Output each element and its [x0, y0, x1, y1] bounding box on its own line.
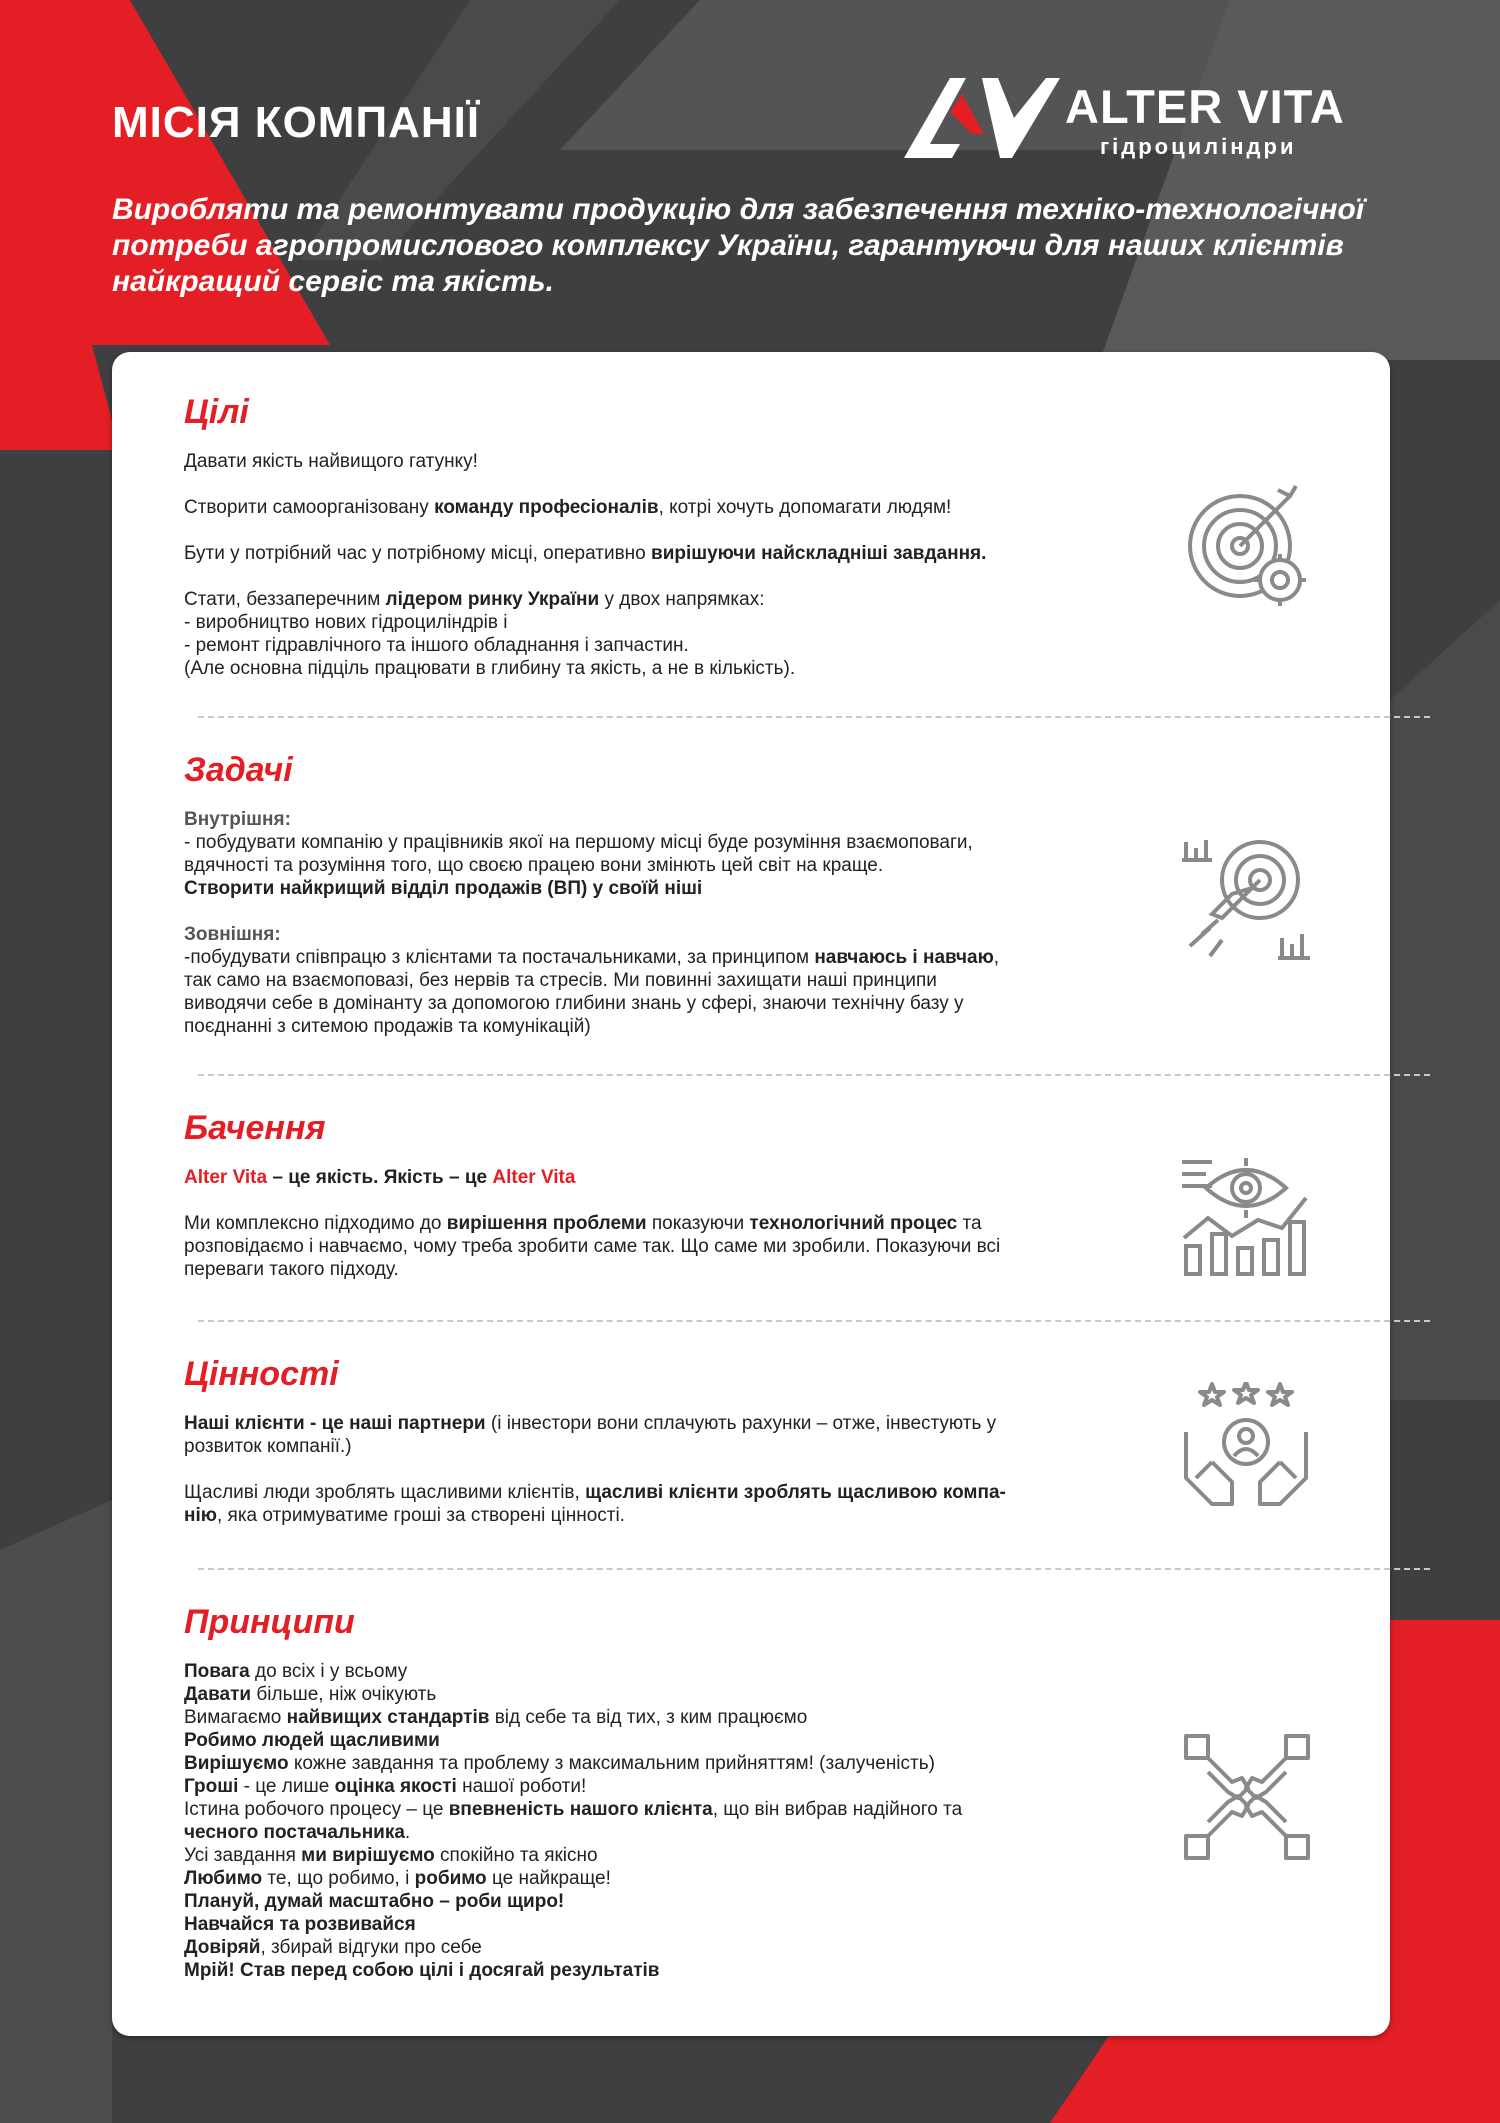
principle-item: Істина робочого процесу – це впевненість нашого клієнта, що він вибрав надійного та [184, 1799, 963, 1820]
hands-stars-person-icon [1182, 1382, 1312, 1512]
vision-text: переваги такого підходу. [184, 1259, 399, 1280]
tasks-text: вдячності та розуміння того, що своєю працею вони змінють цей світ на краще. [184, 855, 884, 876]
values-text: розвиток компанії.) [184, 1436, 352, 1457]
principle-item: Мрій! Став перед собою цілі і досягай результатів [184, 1960, 660, 1981]
vision-title: Бачення [184, 1109, 326, 1147]
tasks-text: Створити найкрищий відділ продажів (ВП) у своїй ніші [184, 878, 703, 899]
rocket-target-icon [1182, 838, 1312, 968]
logo-mark-icon [900, 74, 1060, 162]
goals-text: - ремонт гідравлічного та іншого обладнання і запчастин. [184, 635, 689, 656]
tasks-section [184, 750, 1194, 1038]
goals-text: Давати якість найвищого гатунку! [184, 451, 478, 472]
principle-item: Навчайся та розвивайся [184, 1914, 416, 1935]
vision-section [184, 1108, 1194, 1281]
values-title: Цінності [184, 1355, 339, 1393]
principle-item: Довіряй, збирай відгуки про себе [184, 1937, 482, 1958]
section-divider [198, 1074, 1430, 1076]
principle-item: Вимагаємо найвищих стандартів від себе та від тих, з ким працюємо [184, 1707, 808, 1728]
target-gear-icon [1182, 482, 1312, 612]
goals-section [184, 392, 1194, 680]
goals-text: Бути у потрібний час у потрібному місці, оперативно вирішуючи найскладніші завдання. [184, 543, 987, 564]
tasks-external-label: Зовнішня: [184, 924, 281, 945]
goals-text: Створити самоорганізовану команду професіоналів, котрі хочуть допомагати людям! [184, 497, 952, 518]
goals-text: (Але основна підціль працювати в глибину та якість, а не в кількість). [184, 658, 796, 679]
section-divider [198, 1320, 1430, 1322]
principle-item: Любимо те, що робимо, і робимо це найкраще! [184, 1868, 611, 1889]
principle-item: чесного постачальника. [184, 1822, 411, 1843]
logo-name: ALTER VITA [1065, 80, 1345, 133]
teamwork-hands-icon [1182, 1732, 1312, 1862]
tasks-text: поєднанні з ситемою продажів та комунікацій) [184, 1016, 591, 1037]
tasks-text: виводячи себе в домінанту за допомогою глибини знань у сфері, знаючи технічну базу у [184, 993, 964, 1014]
logo-subtitle: гідроциліндри [1100, 134, 1297, 159]
section-divider [198, 716, 1430, 718]
tasks-title: Задачі [184, 751, 293, 789]
mission-statement: Виробляти та ремонтувати продукцію для забезпечення техніко-технологічної потреби агропромислового комплексу України, гарантуючи для наших клієнтів найкращий сервіс та якість. [112, 193, 1365, 298]
content-card [112, 352, 1390, 2036]
tasks-text: -побудувати співпрацю з клієнтами та постачальниками, за принципом навчаюсь і навчаю, [184, 947, 1000, 968]
values-section [184, 1354, 1194, 1527]
principle-item: Давати більше, ніж очікують [184, 1684, 437, 1705]
values-text: Наші клієнти - це наші партнери (і інвестори вони сплачують рахунки – отже, інвестують у [184, 1413, 997, 1434]
goals-title: Цілі [184, 393, 249, 431]
principle-item: Гроші - це лише оцінка якості нашої роботи! [184, 1776, 587, 1797]
section-divider [198, 1568, 1430, 1570]
goals-text: Стати, беззаперечним лідером ринку України у двох напрямках: [184, 589, 765, 610]
vision-slogan: Alter Vita – це якість. Якість – це Alter Vita [184, 1167, 576, 1188]
tasks-text: - побудувати компанію у працівників якої на першому місці буде розуміння взаємоповаги, [184, 832, 973, 853]
values-text: нію, яка отримуватиме гроші за створені цінності. [184, 1505, 625, 1526]
eye-chart-icon [1182, 1158, 1312, 1278]
goals-text: - виробництво нових гідроциліндрів і [184, 612, 508, 633]
company-logo [900, 74, 1345, 164]
principle-item: Вирішуємо кожне завдання та проблему з максимальним прийняттям! (залученість) [184, 1753, 935, 1774]
vision-text: Ми комплексно підходимо до вирішення проблеми показуючи технологічний процес та [184, 1213, 982, 1234]
principle-item: Повага до всіх і у всьому [184, 1661, 408, 1682]
values-text: Щасливі люди зроблять щасливими клієнтів, щасливі клієнти зроблять щасливою компа- [184, 1482, 1006, 1503]
tasks-internal-label: Внутрішня: [184, 809, 291, 830]
tasks-text: так само на взаємоповазі, без нервів та стресів. Ми повинні захищати наші принципи [184, 970, 937, 991]
principle-item: Плануй, думай масштабно – роби щиро! [184, 1891, 565, 1912]
principles-section [184, 1602, 1194, 1982]
principle-item: Робимо людей щасливими [184, 1730, 440, 1751]
page-title: МІСІЯ КОМПАНІЇ [112, 98, 480, 147]
principles-title: Принципи [184, 1603, 355, 1641]
principle-item: Усі завдання ми вирішуємо спокійно та якісно [184, 1845, 598, 1866]
vision-text: розповідаємо і навчаємо, чому треба зробити саме так. Що саме ми зробили. Показуючи всі [184, 1236, 1001, 1257]
